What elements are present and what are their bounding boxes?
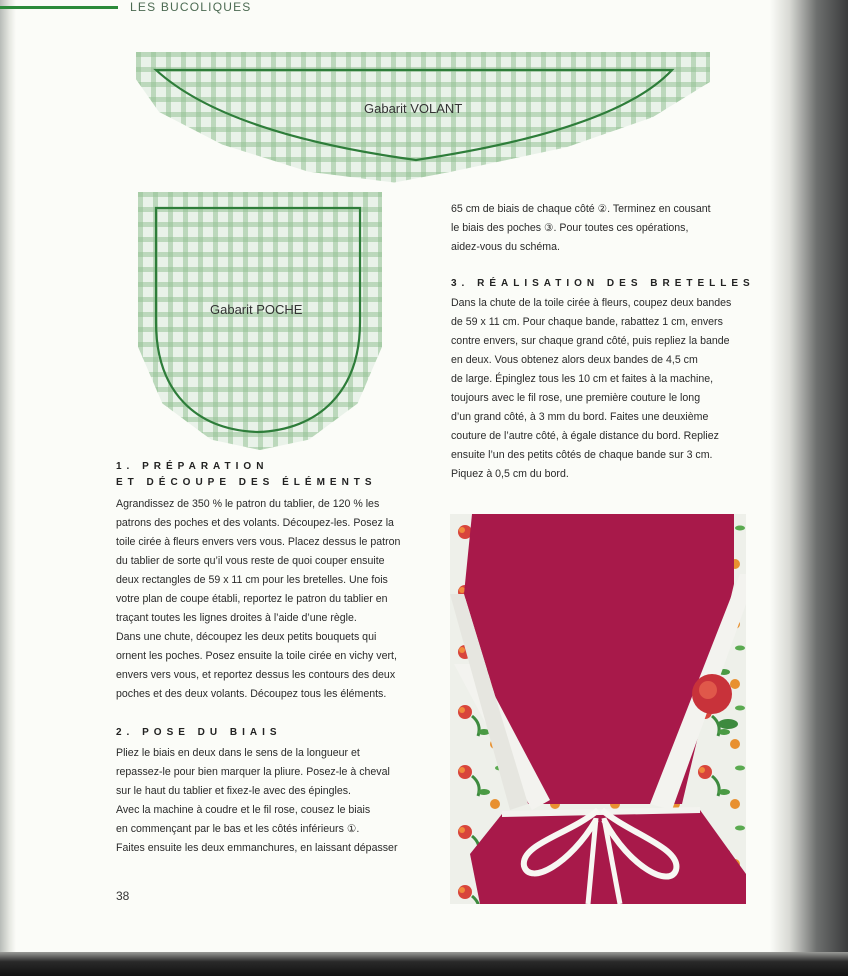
header-rule (0, 6, 118, 9)
text-line: Faites ensuite les deux emmanchures, en laissant dépasser (116, 842, 398, 854)
volant-outline (136, 52, 710, 188)
section-3-text (451, 294, 731, 484)
text-line: de large. Épinglez tous les 10 cm et faites à la machine, (451, 373, 714, 385)
section-1-text (116, 495, 400, 704)
apron-photo (450, 514, 746, 904)
page-edge-shadow (770, 0, 848, 976)
text-line: traçant toutes les lignes droites à l’aide d’une règle. (116, 612, 357, 624)
text-line: Dans une chute, découpez les deux petits bouquets qui (116, 631, 377, 643)
text-line: deux rectangles de 59 x 11 cm pour les bretelles. Une fois (116, 574, 388, 586)
text-line: en commençant par le bas et les côtés inférieurs ①. (116, 823, 360, 835)
text-line: aidez-vous du schéma. (451, 241, 560, 253)
text-line: 65 cm de biais de chaque côté ②. Terminez en cousant (451, 203, 711, 215)
text-line: repassez-le pour bien marquer la pliure. Posez-le à cheval (116, 766, 390, 778)
running-header: LES BUCOLIQUES (130, 0, 252, 14)
text-line: Avec la machine à coudre et le fil rose, cousez le biais (116, 804, 371, 816)
section-2-text (116, 744, 397, 858)
apron-illustration (450, 514, 746, 904)
text-line: ornent les poches. Posez ensuite la toile cirée en vichy vert, (116, 650, 397, 662)
poche-pattern (138, 192, 382, 450)
text-line: de 59 x 11 cm. Pour chaque bande, rabattez 1 cm, envers (451, 316, 723, 328)
page-number: 38 (116, 889, 130, 903)
poche-outline (138, 192, 382, 450)
section-1-heading-line1: 1. PRÉPARATION (116, 461, 269, 472)
text-line: Dans la chute de la toile cirée à fleurs, coupez deux bandes (451, 297, 732, 309)
section-2-continued-text (451, 200, 711, 257)
text-line: contre envers, sur chaque grand côté, puis repliez la bande (451, 335, 730, 347)
text-line: votre plan de coupe établi, reportez le patron du tablier en (116, 593, 388, 605)
text-line: couture de l’autre côté, à égale distance du bord. Repliez (451, 430, 719, 442)
text-line: toujours avec le fil rose, une première couture le long (451, 392, 701, 404)
text-line: envers vers vous, et reportez dessus les contours des deux (116, 669, 396, 681)
text-line: toile cirée à fleurs envers vers vous. Placez dessus le patron (116, 536, 401, 548)
text-line: Agrandissez de 350 % le patron du tablier, de 120 % les (116, 498, 380, 510)
section-1-heading-line2: ET DÉCOUPE DES ÉLÉMENTS (116, 477, 377, 488)
page-bottom-edge (0, 952, 848, 976)
text-line: du tablier de sorte qu’il vous reste de quoi couper ensuite (116, 555, 385, 567)
text-line: ensuite l’un des petits côtés de chaque bande sur 3 cm. (451, 449, 713, 461)
text-line: Piquez à 0,5 cm du bord. (451, 468, 569, 480)
volant-label: Gabarit VOLANT (364, 101, 463, 116)
text-line: sur le haut du tablier et fixez-le avec des épingles. (116, 785, 351, 797)
text-line: le biais des poches ③. Pour toutes ces opérations, (451, 222, 689, 234)
text-line: en deux. Vous obtenez alors deux bandes de 4,5 cm (451, 354, 698, 366)
text-line: patrons des poches et des volants. Découpez-les. Posez la (116, 517, 394, 529)
volant-pattern (136, 52, 710, 188)
text-line: poches et des deux volants. Découpez tous les éléments. (116, 688, 387, 700)
section-2-heading: 2. POSE DU BIAIS (116, 727, 282, 738)
text-line: d’un grand côté, à 3 mm du bord. Faites une deuxième (451, 411, 709, 423)
section-3-heading: 3. RÉALISATION DES BRETELLES (451, 278, 755, 289)
poche-label: Gabarit POCHE (210, 302, 303, 317)
text-line: Pliez le biais en deux dans le sens de la longueur et (116, 747, 360, 759)
page-gutter (0, 0, 16, 958)
